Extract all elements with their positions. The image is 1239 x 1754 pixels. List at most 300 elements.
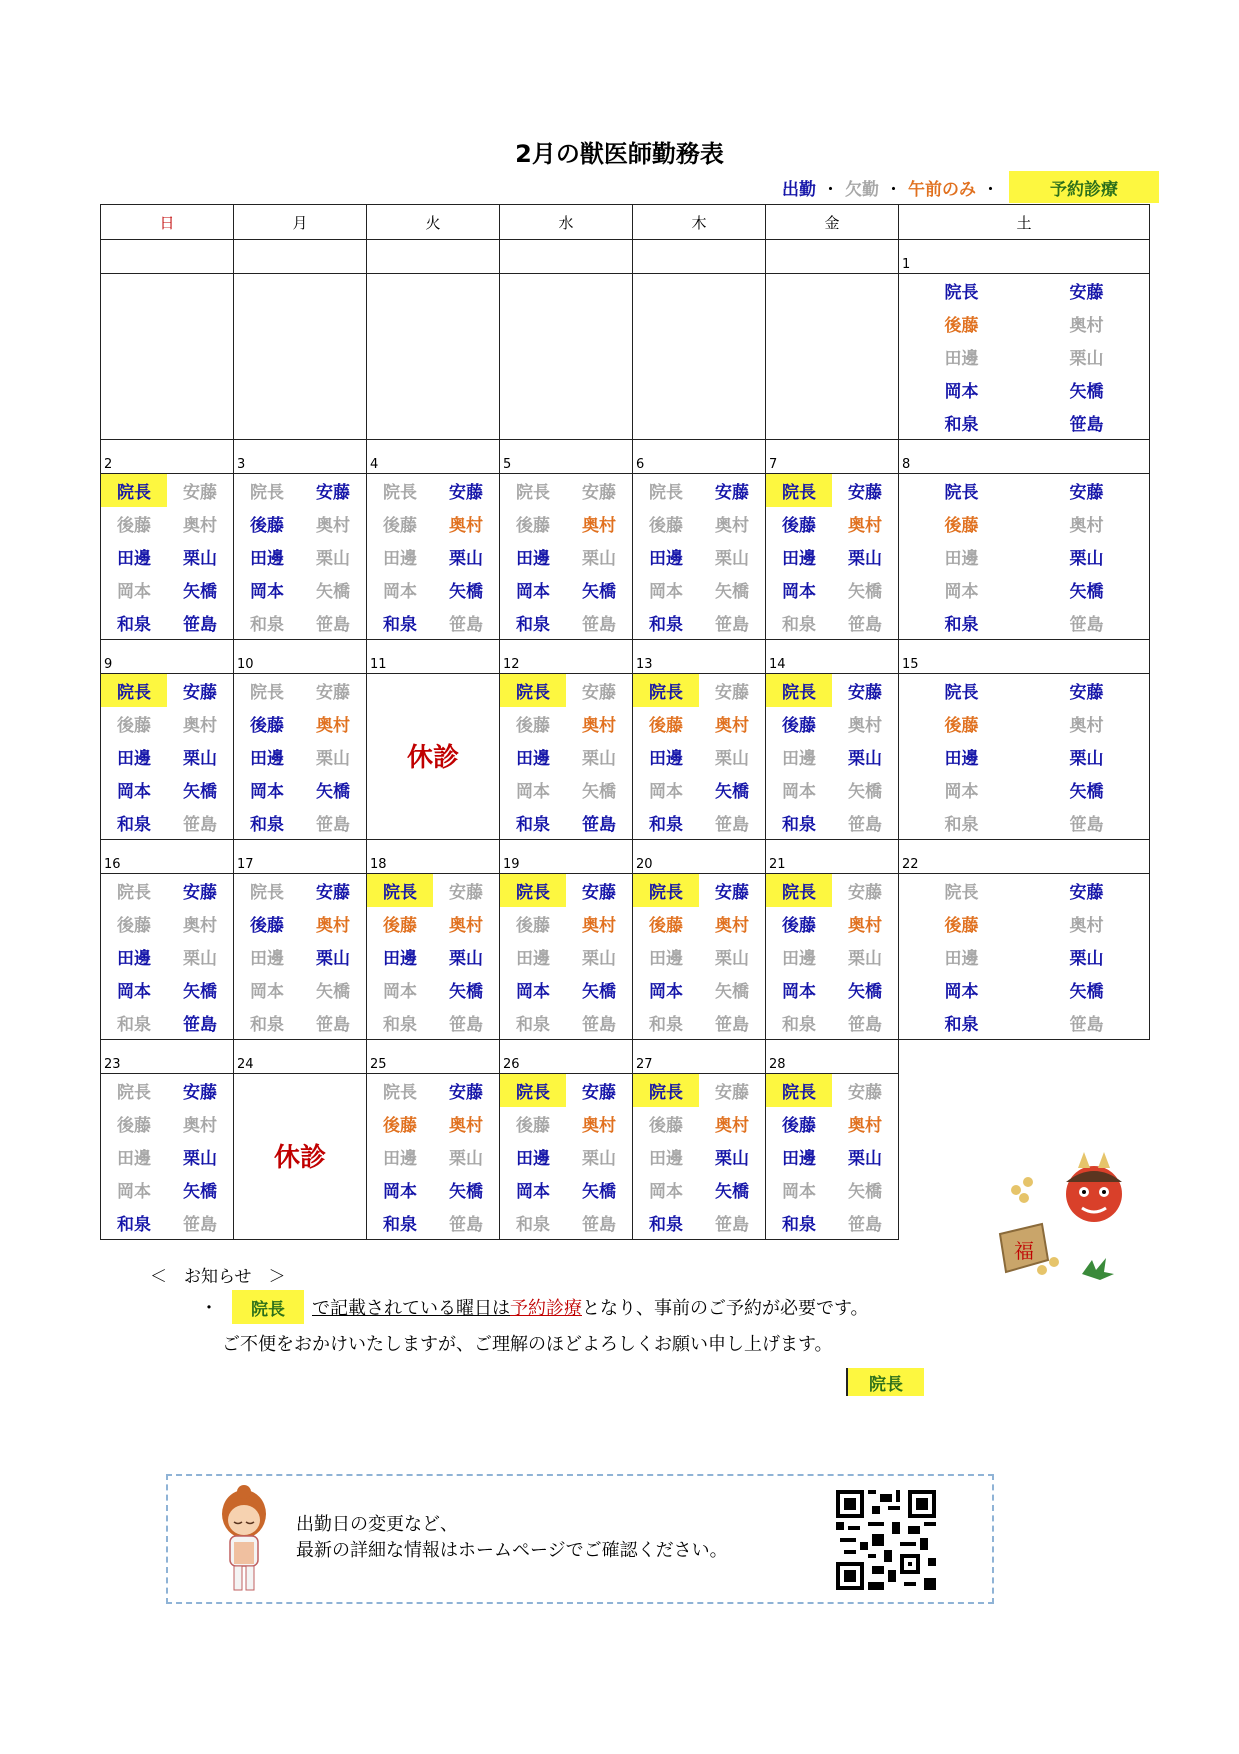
staff-name: 院長 xyxy=(383,1083,417,1103)
staff-grid xyxy=(899,874,1149,1039)
staff-name: 笹島 xyxy=(1069,1015,1104,1035)
date-cell xyxy=(101,840,234,874)
date-row xyxy=(101,1040,1150,1074)
staff-name: 岡本 xyxy=(649,782,683,802)
date-row xyxy=(101,640,1150,674)
date-number: 17 xyxy=(237,857,254,872)
day-schedule-cell xyxy=(899,674,1150,840)
staff-name: 栗山 xyxy=(715,949,749,969)
staff-row xyxy=(101,274,1150,440)
staff-name: 奥村 xyxy=(449,916,483,936)
staff-name: 矢橋 xyxy=(582,982,616,1002)
staff-name: 後藤 xyxy=(944,516,979,536)
staff-name: 院長 xyxy=(766,1074,832,1107)
date-cell xyxy=(367,1040,500,1074)
staff-name: 和泉 xyxy=(516,1015,550,1035)
staff-name: 安藤 xyxy=(449,1083,483,1103)
staff-name: 栗山 xyxy=(316,949,350,969)
date-number: 15 xyxy=(902,657,919,672)
staff-name: 和泉 xyxy=(250,615,284,635)
staff-name: 院長 xyxy=(383,483,417,503)
staff-name: 安藤 xyxy=(183,683,217,703)
staff-name: 岡本 xyxy=(383,1182,417,1202)
staff-grid xyxy=(101,1074,233,1239)
day-schedule-cell xyxy=(234,474,367,640)
staff-grid xyxy=(766,474,898,639)
staff-name: 後藤 xyxy=(649,1116,683,1136)
day-schedule-cell xyxy=(899,874,1150,1040)
date-cell xyxy=(899,840,1150,874)
staff-name: 矢橋 xyxy=(848,582,882,602)
staff-name: 後藤 xyxy=(383,516,417,536)
staff-name: 矢橋 xyxy=(183,782,217,802)
date-number: 28 xyxy=(769,1057,786,1072)
staff-name: 安藤 xyxy=(582,483,616,503)
staff-row xyxy=(101,474,1150,640)
staff-name: 奥村 xyxy=(183,916,217,936)
staff-name: 院長 xyxy=(649,483,683,503)
date-number: 3 xyxy=(237,457,246,472)
day-schedule-cell xyxy=(500,274,633,440)
staff-name: 和泉 xyxy=(944,615,979,635)
staff-grid xyxy=(899,274,1149,439)
staff-name: 安藤 xyxy=(582,1083,616,1103)
weekday-header: 日 xyxy=(101,205,234,240)
staff-name: 院長 xyxy=(250,883,284,903)
staff-name: 院長 xyxy=(101,674,167,707)
staff-name: 岡本 xyxy=(944,582,979,602)
staff-name: 安藤 xyxy=(316,683,350,703)
day-schedule-cell xyxy=(367,474,500,640)
notice-text-a: で記載されている曜日は xyxy=(312,1298,510,1319)
staff-name: 院長 xyxy=(117,883,151,903)
staff-name: 矢橋 xyxy=(316,982,350,1002)
staff-grid xyxy=(101,674,233,839)
notice-text-c: となり、事前のご予約が必要です。 xyxy=(582,1298,869,1319)
staff-name: 安藤 xyxy=(582,883,616,903)
day-schedule-cell xyxy=(766,474,899,640)
date-cell xyxy=(766,840,899,874)
staff-name: 安藤 xyxy=(1069,283,1104,303)
day-schedule-cell xyxy=(234,1074,367,1240)
legend-separator: ・ xyxy=(885,179,902,200)
staff-name: 岡本 xyxy=(649,982,683,1002)
staff-name: 奥村 xyxy=(582,716,616,736)
legend-work: 出勤 xyxy=(782,179,816,200)
date-number: 27 xyxy=(636,1057,653,1072)
staff-name: 奥村 xyxy=(848,1116,882,1136)
staff-name: 笹島 xyxy=(449,1015,483,1035)
staff-name: 和泉 xyxy=(649,1215,683,1235)
legend-reserved: 予約診療 xyxy=(1009,171,1159,203)
staff-name: 矢橋 xyxy=(1069,982,1104,1002)
staff-name: 奥村 xyxy=(1069,516,1104,536)
staff-name: 院長 xyxy=(633,674,699,707)
staff-name: 奥村 xyxy=(449,1116,483,1136)
staff-name: 安藤 xyxy=(183,483,217,503)
staff-name: 笹島 xyxy=(848,615,882,635)
staff-name: 矢橋 xyxy=(715,782,749,802)
day-schedule-cell xyxy=(500,874,633,1040)
staff-name: 後藤 xyxy=(649,516,683,536)
page-title: 2月の獣医師勤務表 xyxy=(515,140,724,168)
staff-name: 安藤 xyxy=(848,1083,882,1103)
date-number: 23 xyxy=(104,1057,121,1072)
date-number: 25 xyxy=(370,1057,387,1072)
date-number: 7 xyxy=(769,457,778,472)
date-cell xyxy=(633,440,766,474)
staff-name: 岡本 xyxy=(649,582,683,602)
date-cell xyxy=(234,440,367,474)
staff-name: 矢橋 xyxy=(183,982,217,1002)
staff-name: 笹島 xyxy=(1069,415,1104,435)
closed-label: 休診 xyxy=(273,1143,326,1173)
staff-name: 奥村 xyxy=(183,716,217,736)
staff-name: 安藤 xyxy=(848,483,882,503)
staff-name: 院長 xyxy=(944,283,979,303)
day-schedule-cell xyxy=(101,274,234,440)
staff-name: 田邊 xyxy=(250,749,284,769)
staff-name: 安藤 xyxy=(848,883,882,903)
date-number: 4 xyxy=(370,457,379,472)
staff-name: 和泉 xyxy=(649,615,683,635)
date-cell xyxy=(500,640,633,674)
staff-name: 安藤 xyxy=(1069,883,1104,903)
staff-name: 院長 xyxy=(367,874,433,907)
homepage-line-1: 出勤日の変更など、 xyxy=(296,1514,458,1535)
staff-name: 矢橋 xyxy=(582,1182,616,1202)
day-schedule-cell xyxy=(367,674,500,840)
staff-name: 和泉 xyxy=(383,615,417,635)
staff-name: 後藤 xyxy=(117,916,151,936)
staff-name: 岡本 xyxy=(250,782,284,802)
staff-grid xyxy=(234,474,366,639)
staff-name: 後藤 xyxy=(383,916,417,936)
staff-name: 岡本 xyxy=(782,782,816,802)
staff-name: 田邊 xyxy=(117,549,151,569)
staff-name: 奥村 xyxy=(1069,916,1104,936)
date-number: 18 xyxy=(370,857,387,872)
staff-name: 後藤 xyxy=(944,916,979,936)
setsubun-decoration-icon xyxy=(994,1150,1144,1290)
staff-name: 栗山 xyxy=(183,949,217,969)
staff-name: 田邊 xyxy=(944,749,979,769)
staff-name: 岡本 xyxy=(383,582,417,602)
day-schedule-cell xyxy=(899,474,1150,640)
staff-name: 安藤 xyxy=(715,1083,749,1103)
staff-grid xyxy=(766,874,898,1039)
staff-name: 笹島 xyxy=(582,615,616,635)
staff-name: 奥村 xyxy=(316,716,350,736)
staff-grid xyxy=(633,674,765,839)
staff-name: 岡本 xyxy=(250,982,284,1002)
staff-name: 岡本 xyxy=(516,582,550,602)
staff-grid xyxy=(234,874,366,1039)
staff-name: 安藤 xyxy=(316,483,350,503)
staff-name: 後藤 xyxy=(516,916,550,936)
staff-name: 栗山 xyxy=(449,1149,483,1169)
staff-name: 田邊 xyxy=(516,749,550,769)
staff-name: 岡本 xyxy=(782,1182,816,1202)
legend-separator: ・ xyxy=(982,179,999,200)
qr-code-icon[interactable] xyxy=(836,1490,936,1590)
staff-name: 矢橋 xyxy=(715,582,749,602)
staff-name: 笹島 xyxy=(715,615,749,635)
day-schedule-cell xyxy=(500,674,633,840)
date-number: 12 xyxy=(503,657,520,672)
weekday-header-row xyxy=(101,205,1150,240)
staff-name: 和泉 xyxy=(944,1015,979,1035)
staff-name: 院長 xyxy=(944,683,979,703)
staff-name: 奥村 xyxy=(316,916,350,936)
staff-name: 院長 xyxy=(250,683,284,703)
weekday-header: 木 xyxy=(633,205,766,240)
staff-name: 院長 xyxy=(117,1083,151,1103)
date-cell xyxy=(766,240,899,274)
staff-name: 栗山 xyxy=(848,949,882,969)
weekday-header: 土 xyxy=(899,205,1150,240)
staff-name: 矢橋 xyxy=(316,582,350,602)
staff-name: 笹島 xyxy=(848,1015,882,1035)
closed-label: 休診 xyxy=(406,743,459,773)
staff-name: 和泉 xyxy=(782,815,816,835)
staff-row xyxy=(101,674,1150,840)
staff-name: 院長 xyxy=(500,874,566,907)
staff-grid xyxy=(234,674,366,839)
staff-name: 田邊 xyxy=(782,749,816,769)
day-schedule-cell xyxy=(633,874,766,1040)
staff-name: 矢橋 xyxy=(848,782,882,802)
staff-name: 笹島 xyxy=(183,815,217,835)
staff-name: 院長 xyxy=(766,674,832,707)
day-schedule-cell xyxy=(766,274,899,440)
staff-name: 岡本 xyxy=(516,982,550,1002)
weekday-header: 火 xyxy=(367,205,500,240)
date-number: 21 xyxy=(769,857,786,872)
staff-grid xyxy=(101,874,233,1039)
staff-name: 院長 xyxy=(944,883,979,903)
staff-name: 和泉 xyxy=(782,1215,816,1235)
day-schedule-cell xyxy=(101,1074,234,1240)
staff-name: 笹島 xyxy=(848,1215,882,1235)
date-cell xyxy=(899,1040,1150,1074)
staff-name: 矢橋 xyxy=(449,1182,483,1202)
homepage-info-box xyxy=(166,1474,994,1604)
staff-name: 栗山 xyxy=(1069,949,1104,969)
staff-grid xyxy=(367,874,499,1039)
staff-name: 安藤 xyxy=(449,483,483,503)
staff-name: 奥村 xyxy=(848,916,882,936)
date-cell xyxy=(101,640,234,674)
staff-name: 栗山 xyxy=(183,549,217,569)
staff-name: 矢橋 xyxy=(183,1182,217,1202)
date-cell xyxy=(766,440,899,474)
day-schedule-cell xyxy=(101,674,234,840)
staff-name: 栗山 xyxy=(449,549,483,569)
staff-name: 田邊 xyxy=(944,349,979,369)
staff-name: 田邊 xyxy=(782,1149,816,1169)
fuku-text: 福 xyxy=(1014,1239,1034,1263)
notice-bullet: ・ xyxy=(200,1298,218,1319)
notice-text-reserved: 予約診療 xyxy=(510,1298,582,1319)
homepage-line-2: 最新の詳細な情報はホームページでご確認ください。 xyxy=(296,1540,728,1561)
date-number: 16 xyxy=(104,857,121,872)
staff-name: 後藤 xyxy=(516,516,550,536)
staff-grid xyxy=(766,1074,898,1239)
staff-name: 安藤 xyxy=(848,683,882,703)
staff-grid xyxy=(633,1074,765,1239)
notice-line-2: ご不便をおかけいたしますが、ご理解のほどよろしくお願い申し上げます。 xyxy=(222,1334,833,1355)
staff-name: 院長 xyxy=(633,1074,699,1107)
staff-name: 栗山 xyxy=(449,949,483,969)
staff-name: 田邊 xyxy=(250,549,284,569)
staff-name: 和泉 xyxy=(250,1015,284,1035)
day-schedule-cell xyxy=(234,274,367,440)
staff-name: 岡本 xyxy=(649,1182,683,1202)
date-number: 19 xyxy=(503,857,520,872)
staff-name: 院長 xyxy=(101,474,167,507)
staff-name: 栗山 xyxy=(582,949,616,969)
staff-name: 和泉 xyxy=(649,815,683,835)
staff-name: 矢橋 xyxy=(848,1182,882,1202)
staff-name: 田邊 xyxy=(782,549,816,569)
staff-grid xyxy=(500,674,632,839)
date-number: 11 xyxy=(370,657,387,672)
staff-name: 田邊 xyxy=(944,549,979,569)
staff-name: 田邊 xyxy=(649,1149,683,1169)
staff-name: 栗山 xyxy=(1069,349,1104,369)
staff-name: 院長 xyxy=(516,483,550,503)
staff-name: 奥村 xyxy=(183,516,217,536)
date-number: 2 xyxy=(104,457,113,472)
staff-name: 笹島 xyxy=(715,1215,749,1235)
staff-name: 栗山 xyxy=(316,749,350,769)
legend-off: 欠勤 xyxy=(845,179,879,200)
staff-name: 奥村 xyxy=(582,1116,616,1136)
staff-name: 岡本 xyxy=(117,982,151,1002)
staff-name: 笹島 xyxy=(449,615,483,635)
staff-name: 安藤 xyxy=(316,883,350,903)
staff-name: 栗山 xyxy=(316,549,350,569)
staff-name: 笹島 xyxy=(183,1215,217,1235)
staff-name: 笹島 xyxy=(316,615,350,635)
day-schedule-cell xyxy=(101,474,234,640)
staff-name: 和泉 xyxy=(516,615,550,635)
staff-name: 奥村 xyxy=(715,516,749,536)
day-schedule-cell xyxy=(633,1074,766,1240)
day-schedule-cell xyxy=(234,874,367,1040)
staff-name: 安藤 xyxy=(715,483,749,503)
staff-name: 田邊 xyxy=(649,949,683,969)
staff-name: 田邊 xyxy=(516,1149,550,1169)
staff-name: 岡本 xyxy=(383,982,417,1002)
date-row xyxy=(101,840,1150,874)
legend-separator: ・ xyxy=(822,179,839,200)
legend-am-only: 午前のみ xyxy=(908,179,976,200)
staff-name: 奥村 xyxy=(582,516,616,536)
staff-name: 安藤 xyxy=(183,883,217,903)
staff-name: 矢橋 xyxy=(582,582,616,602)
staff-name: 矢橋 xyxy=(1069,782,1104,802)
staff-name: 岡本 xyxy=(516,1182,550,1202)
staff-name: 和泉 xyxy=(117,615,151,635)
staff-name: 笹島 xyxy=(1069,615,1104,635)
staff-name: 安藤 xyxy=(715,683,749,703)
date-cell xyxy=(367,240,500,274)
date-number: 26 xyxy=(503,1057,520,1072)
day-schedule-cell xyxy=(234,674,367,840)
staff-name: 田邊 xyxy=(250,949,284,969)
staff-name: 田邊 xyxy=(383,549,417,569)
staff-name: 田邊 xyxy=(117,949,151,969)
staff-name: 奥村 xyxy=(1069,716,1104,736)
staff-name: 栗山 xyxy=(715,1149,749,1169)
staff-name: 後藤 xyxy=(117,1116,151,1136)
staff-name: 岡本 xyxy=(944,382,979,402)
date-number: 22 xyxy=(902,857,919,872)
staff-name: 矢橋 xyxy=(1069,382,1104,402)
staff-name: 後藤 xyxy=(250,516,284,536)
staff-grid xyxy=(101,474,233,639)
staff-name: 奥村 xyxy=(848,716,882,736)
staff-grid xyxy=(633,474,765,639)
staff-name: 岡本 xyxy=(782,582,816,602)
staff-name: 和泉 xyxy=(516,1215,550,1235)
staff-name: 笹島 xyxy=(316,1015,350,1035)
staff-name: 安藤 xyxy=(582,683,616,703)
staff-name: 後藤 xyxy=(782,916,816,936)
staff-name: 笹島 xyxy=(715,1015,749,1035)
day-schedule-cell xyxy=(367,274,500,440)
staff-name: 後藤 xyxy=(117,716,151,736)
staff-name: 笹島 xyxy=(449,1215,483,1235)
date-number: 8 xyxy=(902,457,911,472)
day-schedule-cell xyxy=(899,274,1150,440)
staff-name: 後藤 xyxy=(250,916,284,936)
staff-name: 矢橋 xyxy=(848,982,882,1002)
staff-name: 田邊 xyxy=(383,1149,417,1169)
staff-name: 岡本 xyxy=(944,982,979,1002)
legend xyxy=(782,171,1159,203)
staff-name: 笹島 xyxy=(715,815,749,835)
date-cell xyxy=(633,1040,766,1074)
staff-name: 和泉 xyxy=(117,815,151,835)
staff-name: 院長 xyxy=(944,483,979,503)
staff-name: 奥村 xyxy=(183,1116,217,1136)
staff-name: 後藤 xyxy=(782,716,816,736)
staff-name: 奥村 xyxy=(848,516,882,536)
staff-name: 和泉 xyxy=(383,1215,417,1235)
schedule-calendar xyxy=(100,204,1150,1240)
date-number: 5 xyxy=(503,457,512,472)
notice-line-1 xyxy=(200,1290,869,1324)
staff-name: 矢橋 xyxy=(715,1182,749,1202)
staff-grid xyxy=(500,1074,632,1239)
staff-name: 田邊 xyxy=(944,949,979,969)
day-schedule-cell xyxy=(766,874,899,1040)
date-cell xyxy=(899,240,1150,274)
staff-name: 矢橋 xyxy=(183,582,217,602)
date-row xyxy=(101,240,1150,274)
staff-name: 奥村 xyxy=(715,916,749,936)
staff-name: 笹島 xyxy=(183,1015,217,1035)
date-cell xyxy=(500,840,633,874)
staff-name: 和泉 xyxy=(383,1015,417,1035)
staff-name: 和泉 xyxy=(782,1015,816,1035)
staff-name: 後藤 xyxy=(649,716,683,736)
staff-row xyxy=(101,874,1150,1040)
day-schedule-cell xyxy=(500,474,633,640)
